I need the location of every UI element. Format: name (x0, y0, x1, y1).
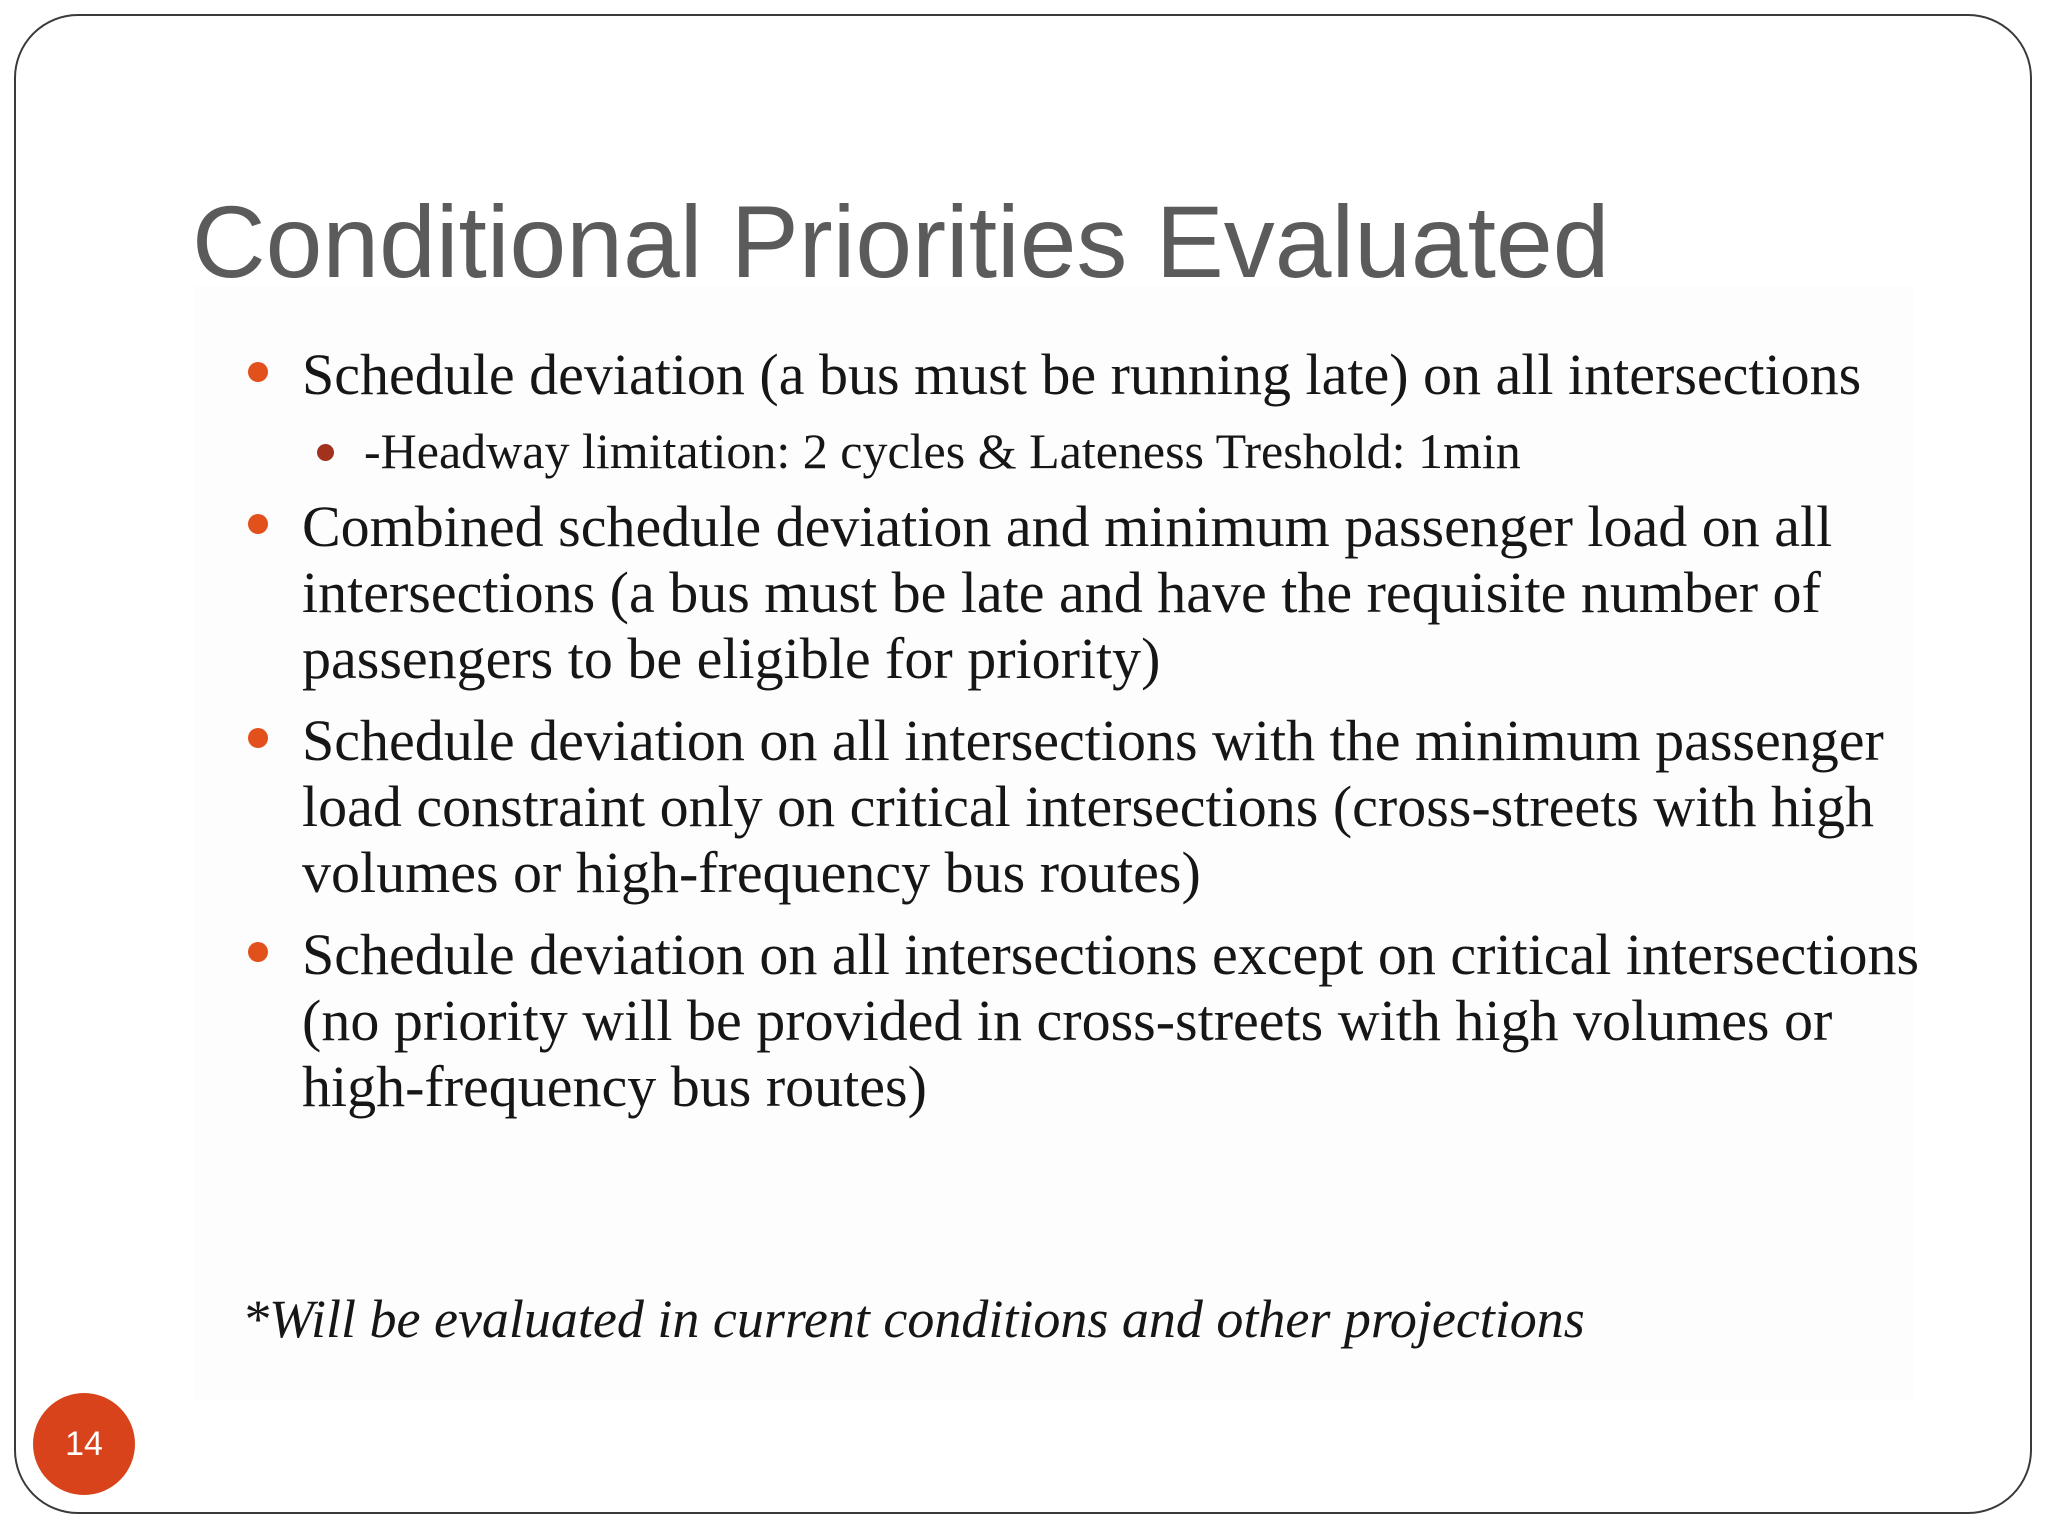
bullet-text: Schedule deviation (a bus must be running late) on all intersections (302, 342, 1862, 407)
slide (14, 14, 2032, 1514)
bullet-item-2 (228, 494, 1948, 692)
footnote: *Will be evaluated in current conditions and other projections (242, 1289, 1585, 1349)
bullet-text: Schedule deviation on all intersections except on critical intersections (no priority will be provided in cross-streets with high volumes or high-frequency bus routes) (302, 922, 1920, 1119)
bullet-dot-icon (248, 362, 268, 382)
bullet-dot-icon (248, 728, 268, 748)
sub-bullet-dot-icon (317, 444, 334, 461)
sub-bullet-item-1 (228, 420, 1948, 482)
bullet-item-3 (228, 708, 1948, 906)
slide-number-badge: 14 (33, 1393, 135, 1495)
bullet-text: Combined schedule deviation and minimum passenger load on all intersections (a bus must be late and have the requisite number of passengers to be eligible for priority) (302, 494, 1833, 691)
bullet-item-4 (228, 922, 1948, 1120)
slide-title: Conditional Priorities Evaluated (192, 185, 1610, 299)
bullet-list (228, 342, 1948, 1136)
bullet-dot-icon (248, 942, 268, 962)
bullet-dot-icon (248, 514, 268, 534)
sub-bullet-text: -Headway limitation: 2 cycles & Lateness Treshold: 1min (364, 423, 1521, 479)
bullet-text: Schedule deviation on all intersections with the minimum passenger load constraint only on critical intersections (cross-streets with high volumes or high-frequency bus routes) (302, 708, 1884, 905)
bullet-item-1 (228, 342, 1948, 408)
